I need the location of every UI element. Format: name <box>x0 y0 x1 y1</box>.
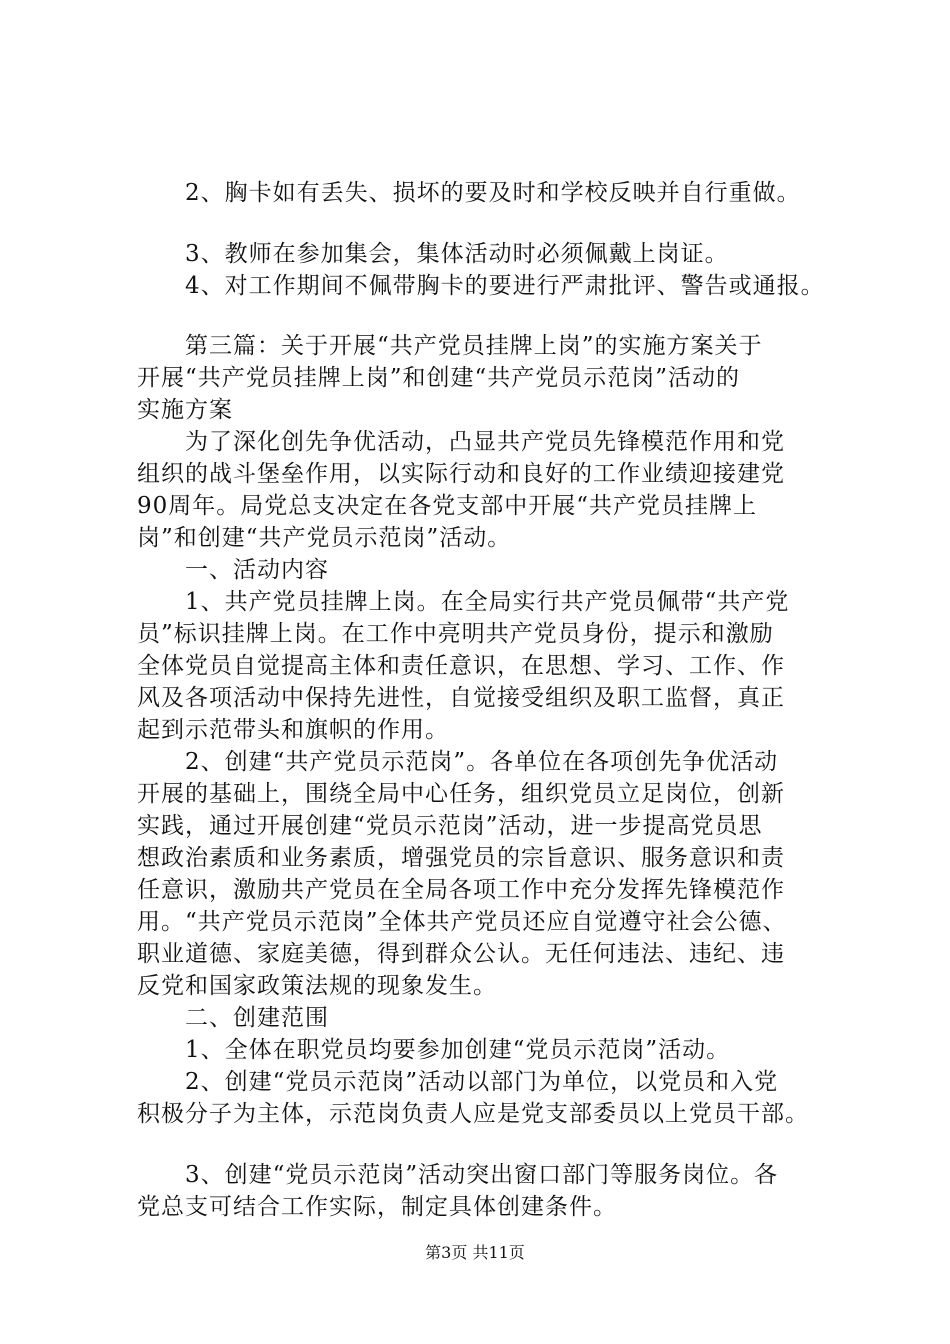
paragraph-line: 实践，通过开展创建“党员示范岗”活动，进一步提高党员思 <box>137 813 763 839</box>
paragraph-line: 3、创建“党员示范岗”活动突出窗口部门等服务岗位。各 <box>137 1162 779 1188</box>
paragraph-line: 全体党员自觉提高主体和责任意识，在思想、学习、工作、作 <box>137 653 785 679</box>
paragraph-line: 用。“共产党员示范岗”全体共产党员还应自觉遵守社会公德、 <box>137 909 787 935</box>
section-heading-line: 第三篇：关于开展“共产党员挂牌上岗”的实施方案关于 <box>137 333 763 359</box>
paragraph-line: 1、共产党员挂牌上岗。在全局实行共产党员佩带“共产党 <box>137 589 790 615</box>
paragraph-line: 风及各项活动中保持先进性，自觉接受组织及职工监督，真正 <box>137 685 785 711</box>
paragraph-line: 员”标识挂牌上岗。在工作中亮明共产党员身份，提示和激励 <box>137 621 774 647</box>
paragraph-line: 积极分子为主体，示范岗负责人应是党支部委员以上党员干部。 <box>137 1101 809 1127</box>
paragraph-line: 组织的战斗堡垒作用，以实际行动和良好的工作业绩迎接建党 <box>137 461 785 487</box>
page-number-footer: 第3页 共11页 <box>425 1243 525 1262</box>
paragraph-line: 为了深化创先争优活动，凸显共产党员先锋模范作用和党 <box>137 429 785 455</box>
section-heading-line: 开展“共产党员挂牌上岗”和创建“共产党员示范岗”活动的 <box>137 365 741 391</box>
section-heading-line: 实施方案 <box>137 397 233 423</box>
paragraph-line: 职业道德、家庭美德，得到群众公认。无任何违法、违纪、违 <box>137 941 785 967</box>
paragraph-line: 2、创建“共产党员示范岗”。各单位在各项创先争优活动 <box>137 749 779 775</box>
subheading-line: 一、活动内容 <box>137 557 329 583</box>
paragraph-line: 党总支可结合工作实际，制定具体创建条件。 <box>137 1194 617 1220</box>
paragraph-line: 岗”和创建“共产党员示范岗”活动。 <box>137 525 512 551</box>
paragraph-line: 开展的基础上，围绕全局中心任务，组织党员立足岗位，创新 <box>137 781 785 807</box>
paragraph-line: 1、全体在职党员均要参加创建“党员示范岗”活动。 <box>137 1037 731 1063</box>
paragraph-line: 90周年。局党总支决定在各党支部中开展“共产党员挂牌上 <box>137 493 758 519</box>
paragraph-line: 3、教师在参加集会，集体活动时必须佩戴上岗证。 <box>137 241 729 267</box>
paragraph-line: 想政治素质和业务素质，增强党员的宗旨意识、服务意识和责 <box>137 845 785 871</box>
paragraph-line: 2、胸卡如有丢失、损坏的要及时和学校反映并自行重做。 <box>137 180 801 206</box>
paragraph-line: 4、对工作期间不佩带胸卡的要进行严肃批评、警告或通报。 <box>137 273 825 299</box>
paragraph-line: 2、创建“党员示范岗”活动以部门为单位，以党员和入党 <box>137 1069 779 1095</box>
paragraph-line: 反党和国家政策法规的现象发生。 <box>137 973 497 999</box>
paragraph-line: 起到示范带头和旗帜的作用。 <box>137 717 449 743</box>
subheading-line: 二、创建范围 <box>137 1005 329 1031</box>
paragraph-line: 任意识，激励共产党员在全局各项工作中充分发挥先锋模范作 <box>137 877 785 903</box>
